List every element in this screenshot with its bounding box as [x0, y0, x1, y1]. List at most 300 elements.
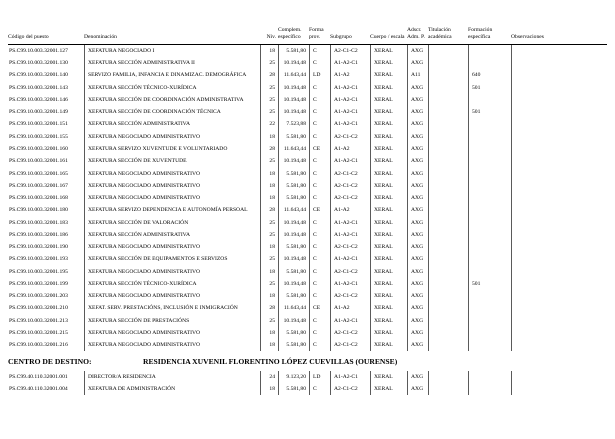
cell-observaciones	[511, 290, 607, 302]
cell-denominacion: XEFATURA SECCIÓN DE COORDINACIÓN ADMINISTRATIVA	[84, 94, 260, 106]
cell-titulacion	[428, 290, 468, 302]
cell-cuerpo: XERAL	[370, 131, 407, 143]
cell-subgrupo: A2-C1-C2	[330, 131, 370, 143]
cell-complem: 10.194,48	[278, 315, 309, 327]
cell-codigo: PS.C99.10.003.32001.193	[9, 256, 68, 263]
cell-titulacion	[428, 229, 468, 241]
cell-subgrupo: A1-A2-C1	[330, 315, 370, 327]
cell-codigo: PS.C99.10.003.32001.155	[9, 133, 68, 140]
cell-formacion	[468, 57, 511, 69]
cell-observaciones	[511, 131, 607, 143]
cell-complem: 5.581,80	[278, 45, 309, 57]
cell-denominacion: XEFATURA SECCIÓN ADMINISTRATIVA II	[84, 57, 260, 69]
cell-subgrupo: A1-A2-C1	[330, 371, 370, 383]
cell-observaciones	[511, 118, 607, 130]
cell-codigo: PS.C99.10.003.32001.143	[9, 84, 68, 91]
cell-titulacion	[428, 302, 468, 314]
cell-forma: C	[309, 155, 330, 167]
cell-niv: 25	[260, 315, 278, 327]
cell-formacion	[468, 266, 511, 278]
cell-titulacion	[428, 180, 468, 192]
cell-complem: 10.194,48	[278, 155, 309, 167]
cell-denominacion: XEFATURA SECCIÓN ADMINISTRATIVA	[84, 118, 260, 130]
column-header-line2: Adm. P.	[407, 34, 425, 41]
cell-niv: 25	[260, 94, 278, 106]
cell-codigo: PS.C99.10.003.32001.127	[9, 47, 68, 54]
cell-subgrupo: A1-A2	[330, 143, 370, 155]
cell-subgrupo: A2-C1-C2	[330, 327, 370, 339]
cell-subgrupo: A1-A2	[330, 204, 370, 216]
cell-forma: C	[309, 45, 330, 57]
cell-niv: 22	[260, 118, 278, 130]
cell-formacion	[468, 241, 511, 253]
cell-adscr: AXG	[407, 302, 428, 314]
table-header-row	[8, 27, 607, 45]
cell-cuerpo: XERAL	[370, 180, 407, 192]
cell-titulacion	[428, 118, 468, 130]
cell-denominacion: XEFATURA NEGOCIADO ADMINISTRATIVO	[84, 339, 260, 351]
column-header-line1	[370, 27, 407, 34]
cell-codigo: PS.C99.10.003.32001.213	[9, 317, 68, 324]
cell-titulacion	[428, 315, 468, 327]
column-header-observaciones	[511, 27, 607, 42]
cell-formacion	[468, 45, 511, 57]
cell-adscr: AXG	[407, 278, 428, 290]
cell-titulacion	[428, 131, 468, 143]
cell-complem: 10.194,48	[278, 82, 309, 94]
cell-niv: 25	[260, 82, 278, 94]
cell-observaciones	[511, 155, 607, 167]
cell-adscr: AXG	[407, 266, 428, 278]
cell-formacion	[468, 167, 511, 179]
cell-complem: 9.123,20	[278, 371, 309, 383]
cell-observaciones	[511, 278, 607, 290]
cell-adscr: AXG	[407, 241, 428, 253]
cell-complem: 11.643,44	[278, 204, 309, 216]
cell-denominacion: XEFATURA SERVIZO XUVENTUDE E VOLUNTARIADO	[84, 143, 260, 155]
cell-cuerpo: XERAL	[370, 241, 407, 253]
cell-adscr: AXG	[407, 315, 428, 327]
cell-adscr: AXG	[407, 339, 428, 351]
cell-adscr: A11	[407, 69, 428, 81]
cell-niv: 25	[260, 57, 278, 69]
cell-forma: C	[309, 327, 330, 339]
cell-forma: C	[309, 278, 330, 290]
cell-formacion	[468, 94, 511, 106]
centro-destino-value: RESIDENCIA XUVENIL FLORENTINO LÓPEZ CUEVILLAS (OURENSE)	[143, 357, 398, 367]
cell-observaciones	[511, 57, 607, 69]
cell-subgrupo: A1-A2-C1	[330, 57, 370, 69]
column-header-formacion	[468, 27, 511, 42]
cell-titulacion	[428, 217, 468, 229]
cell-formacion	[468, 204, 511, 216]
column-header-subgrupo	[330, 27, 370, 42]
cell-cuerpo: XERAL	[370, 192, 407, 204]
cell-cuerpo: XERAL	[370, 315, 407, 327]
cell-subgrupo: A2-C1-C2	[330, 290, 370, 302]
cell-denominacion: XEFATURA SECCIÓN ADMINISTRATIVA	[84, 229, 260, 241]
cell-niv: 28	[260, 302, 278, 314]
cell-observaciones	[511, 45, 607, 57]
cell-subgrupo: A1-A2-C1	[330, 106, 370, 118]
column-header-line1: Forma	[309, 27, 324, 33]
cell-cuerpo: XERAL	[370, 290, 407, 302]
cell-cuerpo: XERAL	[370, 106, 407, 118]
centro-destino-heading	[8, 357, 607, 367]
cell-codigo: PS.C99.10.003.32001.183	[9, 219, 68, 226]
cell-titulacion	[428, 241, 468, 253]
column-header-denominacion	[84, 27, 260, 42]
cell-subgrupo: A2-C1-C2	[330, 241, 370, 253]
cell-adscr: AXG	[407, 371, 428, 383]
cell-forma: CE	[309, 143, 330, 155]
cell-formacion: 640	[468, 69, 511, 81]
cell-observaciones	[511, 302, 607, 314]
cell-cuerpo: XERAL	[370, 82, 407, 94]
cell-denominacion: XEFAT. SERV. PRESTACIÓNS, INCLUSIÓN E INMIGRACIÓN	[84, 302, 260, 314]
cell-forma: C	[309, 94, 330, 106]
cell-titulacion	[428, 57, 468, 69]
cell-observaciones	[511, 180, 607, 192]
centro-destino-table-body	[8, 371, 607, 396]
cell-complem: 5.581,80	[278, 167, 309, 179]
cell-titulacion	[428, 69, 468, 81]
cell-adscr: AXG	[407, 383, 428, 395]
cell-complem: 5.581,80	[278, 180, 309, 192]
cell-adscr: AXG	[407, 118, 428, 130]
cell-niv: 18	[260, 327, 278, 339]
cell-cuerpo: XERAL	[370, 327, 407, 339]
cell-codigo: PS.C99.10.003.32001.190	[9, 244, 68, 251]
cell-complem: 5.581,80	[278, 327, 309, 339]
column-header-line1	[511, 27, 607, 34]
cell-formacion	[468, 180, 511, 192]
cell-denominacion: XEFATURA NEGOCIADO I	[84, 45, 260, 57]
cell-niv: 25	[260, 229, 278, 241]
cell-forma: C	[309, 290, 330, 302]
cell-formacion	[468, 155, 511, 167]
cell-subgrupo: A2-C1-C2	[330, 192, 370, 204]
cell-complem: 10.194,48	[278, 106, 309, 118]
cell-complem: 10.194,48	[278, 278, 309, 290]
cell-formacion	[468, 217, 511, 229]
cell-complem: 5.581,80	[278, 266, 309, 278]
cell-forma: C	[309, 180, 330, 192]
cell-formacion	[468, 290, 511, 302]
cell-cuerpo: XERAL	[370, 266, 407, 278]
cell-titulacion	[428, 106, 468, 118]
cell-cuerpo: XERAL	[370, 45, 407, 57]
cell-codigo: PS.C99.10.003.32001.151	[9, 121, 68, 128]
cell-forma: C	[309, 57, 330, 69]
cell-titulacion	[428, 82, 468, 94]
cell-titulacion	[428, 253, 468, 265]
column-header-adscr	[407, 27, 428, 42]
cell-forma: LD	[309, 371, 330, 383]
cell-denominacion: XEFATURA NEGOCIADO ADMINISTRATIVO	[84, 241, 260, 253]
cell-formacion	[468, 371, 511, 383]
cell-complem: 5.581,80	[278, 339, 309, 351]
cell-denominacion: XEFATURA SECCIÓN TÉCNICO-XURÍDICA	[84, 82, 260, 94]
cell-observaciones	[511, 383, 607, 395]
cell-codigo: PS.C99.10.003.32001.168	[9, 195, 68, 202]
cell-cuerpo: XERAL	[370, 339, 407, 351]
cell-observaciones	[511, 192, 607, 204]
cell-cuerpo: XERAL	[370, 69, 407, 81]
cell-subgrupo: A2-C1-C2	[330, 383, 370, 395]
cell-adscr: AXG	[407, 106, 428, 118]
cell-formacion: 501	[468, 278, 511, 290]
cell-formacion	[468, 192, 511, 204]
positions-table-body	[8, 45, 607, 352]
cell-niv: 28	[260, 143, 278, 155]
cell-complem: 7.523,88	[278, 118, 309, 130]
cell-observaciones	[511, 253, 607, 265]
cell-formacion	[468, 118, 511, 130]
column-header-codigo	[8, 27, 84, 42]
cell-cuerpo: XERAL	[370, 143, 407, 155]
positions-table	[8, 27, 607, 395]
cell-niv: 18	[260, 180, 278, 192]
cell-titulacion	[428, 155, 468, 167]
cell-adscr: AXG	[407, 229, 428, 241]
cell-titulacion	[428, 45, 468, 57]
cell-codigo: PS.C99.10.003.32001.203	[9, 293, 68, 300]
cell-cuerpo: XERAL	[370, 229, 407, 241]
cell-codigo: PS.C99.10.003.32001.195	[9, 268, 68, 275]
column-header-line1: Adscr.	[407, 27, 422, 33]
cell-complem: 10.194,48	[278, 253, 309, 265]
cell-observaciones	[511, 266, 607, 278]
cell-adscr: AXG	[407, 192, 428, 204]
cell-niv: 18	[260, 241, 278, 253]
cell-denominacion: SERVIZO FAMILIA, INFANCIA E DINAMIZAC. DEMOGRÁFICA	[84, 69, 260, 81]
cell-observaciones	[511, 241, 607, 253]
cell-niv: 28	[260, 204, 278, 216]
column-header-line2: específica	[468, 34, 491, 41]
cell-titulacion	[428, 167, 468, 179]
cell-forma: C	[309, 315, 330, 327]
column-header-line1: Formación	[468, 27, 493, 33]
cell-niv: 18	[260, 192, 278, 204]
column-header-line2: específico	[278, 34, 301, 41]
cell-forma: C	[309, 131, 330, 143]
cell-formacion	[468, 253, 511, 265]
column-header-niv	[260, 27, 278, 42]
cell-forma: C	[309, 192, 330, 204]
cell-denominacion: XEFATURA SERVIZO DEPENDENCIA E AUTONOMÍA PERSOAL	[84, 204, 260, 216]
cell-denominacion: XEFATURA NEGOCIADO ADMINISTRATIVO	[84, 327, 260, 339]
cell-niv: 18	[260, 167, 278, 179]
cell-cuerpo: XERAL	[370, 167, 407, 179]
cell-codigo: PS.C99.40.110.32001.004	[9, 386, 68, 393]
cell-adscr: AXG	[407, 131, 428, 143]
column-header-line1	[84, 27, 260, 34]
cell-denominacion: DIRECTOR/A RESIDENCIA	[84, 371, 260, 383]
cell-subgrupo: A1-A2-C1	[330, 118, 370, 130]
cell-adscr: AXG	[407, 327, 428, 339]
cell-cuerpo: XERAL	[370, 383, 407, 395]
cell-observaciones	[511, 339, 607, 351]
cell-codigo: PS.C99.10.003.32001.130	[9, 60, 68, 67]
cell-subgrupo: A2-C1-C2	[330, 339, 370, 351]
column-header-line1: Complem.	[278, 27, 302, 33]
cell-forma: C	[309, 383, 330, 395]
cell-niv: 18	[260, 131, 278, 143]
column-header-line2: Código del puesto	[8, 34, 49, 41]
cell-forma: C	[309, 106, 330, 118]
cell-adscr: AXG	[407, 155, 428, 167]
cell-formacion	[468, 327, 511, 339]
cell-subgrupo: A1-A2	[330, 302, 370, 314]
cell-complem: 5.581,80	[278, 383, 309, 395]
cell-titulacion	[428, 266, 468, 278]
cell-denominacion: XEFATURA DE ADMINISTRACIÓN	[84, 383, 260, 395]
cell-codigo: PS.C99.10.003.32001.210	[9, 305, 68, 312]
cell-complem: 11.643,44	[278, 143, 309, 155]
cell-observaciones	[511, 229, 607, 241]
column-header-titulacion	[428, 27, 468, 42]
cell-niv: 18	[260, 290, 278, 302]
cell-denominacion: XEFATURA NEGOCIADO ADMINISTRATIVO	[84, 266, 260, 278]
cell-niv: 28	[260, 69, 278, 81]
column-header-cuerpo	[370, 27, 407, 42]
cell-forma: C	[309, 339, 330, 351]
cell-codigo: PS.C99.10.003.32001.199	[9, 280, 68, 287]
cell-cuerpo: XERAL	[370, 118, 407, 130]
cell-forma: C	[309, 167, 330, 179]
cell-adscr: AXG	[407, 217, 428, 229]
cell-forma: C	[309, 229, 330, 241]
cell-subgrupo: A1-A2	[330, 69, 370, 81]
column-header-line1	[8, 27, 84, 34]
cell-denominacion: XEFATURA SECCIÓN DE COORDINACIÓN TÉCNICA	[84, 106, 260, 118]
cell-denominacion: XEFATURA NEGOCIADO ADMINISTRATIVO	[84, 290, 260, 302]
cell-denominacion: XEFATURA SECCIÓN DE EQUIPAMENTOS E SERVIZOS	[84, 253, 260, 265]
column-header-forma	[309, 27, 330, 42]
cell-denominacion: XEFATURA NEGOCIADO ADMINISTRATIVO	[84, 167, 260, 179]
column-header-line1	[330, 27, 370, 34]
cell-observaciones	[511, 82, 607, 94]
cell-formacion: 501	[468, 106, 511, 118]
cell-cuerpo: XERAL	[370, 94, 407, 106]
cell-niv: 25	[260, 106, 278, 118]
cell-forma: CE	[309, 204, 330, 216]
cell-codigo: PS.C99.10.003.32001.146	[9, 96, 68, 103]
column-header-line2: académica	[428, 34, 452, 41]
cell-codigo: PS.C99.10.003.32001.140	[9, 72, 68, 79]
cell-cuerpo: XERAL	[370, 253, 407, 265]
cell-cuerpo: XERAL	[370, 57, 407, 69]
cell-titulacion	[428, 192, 468, 204]
cell-cuerpo: XERAL	[370, 217, 407, 229]
cell-denominacion: XEFATURA NEGOCIADO ADMINISTRATIVO	[84, 131, 260, 143]
cell-denominacion: XEFATURA NEGOCIADO ADMINISTRATIVO	[84, 192, 260, 204]
cell-formacion	[468, 383, 511, 395]
cell-complem: 10.194,48	[278, 217, 309, 229]
cell-codigo: PS.C99.10.003.32001.165	[9, 170, 68, 177]
cell-formacion	[468, 339, 511, 351]
cell-codigo: PS.C99.10.003.32001.216	[9, 342, 68, 349]
cell-observaciones	[511, 315, 607, 327]
cell-forma: C	[309, 118, 330, 130]
cell-forma: C	[309, 217, 330, 229]
cell-adscr: AXG	[407, 204, 428, 216]
cell-subgrupo: A1-A2-C1	[330, 94, 370, 106]
cell-denominacion: XEFATURA SECCIÓN DE VALORACIÓN	[84, 217, 260, 229]
cell-subgrupo: A2-C1-C2	[330, 266, 370, 278]
cell-titulacion	[428, 339, 468, 351]
column-header-line1	[260, 27, 276, 34]
cell-observaciones	[511, 327, 607, 339]
cell-subgrupo: A2-C1-C2	[330, 167, 370, 179]
cell-subgrupo: A1-A2-C1	[330, 82, 370, 94]
cell-complem: 11.643,44	[278, 302, 309, 314]
cell-cuerpo: XERAL	[370, 155, 407, 167]
cell-complem: 10.194,48	[278, 57, 309, 69]
cell-adscr: AXG	[407, 290, 428, 302]
cell-cuerpo: XERAL	[370, 371, 407, 383]
cell-adscr: AXG	[407, 45, 428, 57]
centro-destino-label: CENTRO DE DESTINO:	[8, 357, 92, 367]
cell-adscr: AXG	[407, 82, 428, 94]
cell-titulacion	[428, 383, 468, 395]
cell-complem: 5.581,80	[278, 131, 309, 143]
cell-denominacion: XEFATURA SECCIÓN TÉCNICO-XURÍDICA	[84, 278, 260, 290]
cell-formacion: 501	[468, 82, 511, 94]
cell-titulacion	[428, 278, 468, 290]
cell-niv: 24	[260, 371, 278, 383]
column-header-line2: Subgrupo	[330, 34, 352, 41]
cell-codigo: PS.C99.40.110.32001.001	[9, 373, 68, 380]
cell-niv: 18	[260, 339, 278, 351]
cell-codigo: PS.C99.10.003.32001.167	[9, 182, 68, 189]
cell-niv: 25	[260, 155, 278, 167]
cell-subgrupo: A2-C1-C2	[330, 45, 370, 57]
cell-codigo: PS.C99.10.003.32001.215	[9, 329, 68, 336]
cell-observaciones	[511, 371, 607, 383]
cell-observaciones	[511, 106, 607, 118]
cell-formacion	[468, 143, 511, 155]
cell-forma: C	[309, 241, 330, 253]
cell-formacion	[468, 315, 511, 327]
cell-denominacion: XEFATURA SECCIÓN DE PRESTACIÓNS	[84, 315, 260, 327]
cell-forma: C	[309, 266, 330, 278]
cell-niv: 25	[260, 217, 278, 229]
cell-observaciones	[511, 94, 607, 106]
cell-adscr: AXG	[407, 57, 428, 69]
column-header-line1: Titulación	[428, 27, 451, 33]
cell-denominacion: XEFATURA NEGOCIADO ADMINISTRATIVO	[84, 180, 260, 192]
cell-titulacion	[428, 143, 468, 155]
cell-adscr: AXG	[407, 94, 428, 106]
cell-subgrupo: A1-A2-C1	[330, 155, 370, 167]
cell-subgrupo: A1-A2-C1	[330, 229, 370, 241]
cell-adscr: AXG	[407, 143, 428, 155]
cell-denominacion: XEFATURA SECCIÓN DE XUVENTUDE	[84, 155, 260, 167]
cell-adscr: AXG	[407, 253, 428, 265]
column-header-line2: Niv.	[266, 34, 276, 41]
cell-forma: C	[309, 82, 330, 94]
cell-subgrupo: A1-A2-C1	[330, 253, 370, 265]
column-header-line2: prov.	[309, 34, 321, 41]
cell-adscr: AXG	[407, 167, 428, 179]
cell-titulacion	[428, 327, 468, 339]
column-header-line2: Observaciones	[511, 34, 544, 41]
cell-codigo: PS.C99.10.003.32001.149	[9, 109, 68, 116]
cell-forma: LD	[309, 69, 330, 81]
cell-formacion	[468, 131, 511, 143]
